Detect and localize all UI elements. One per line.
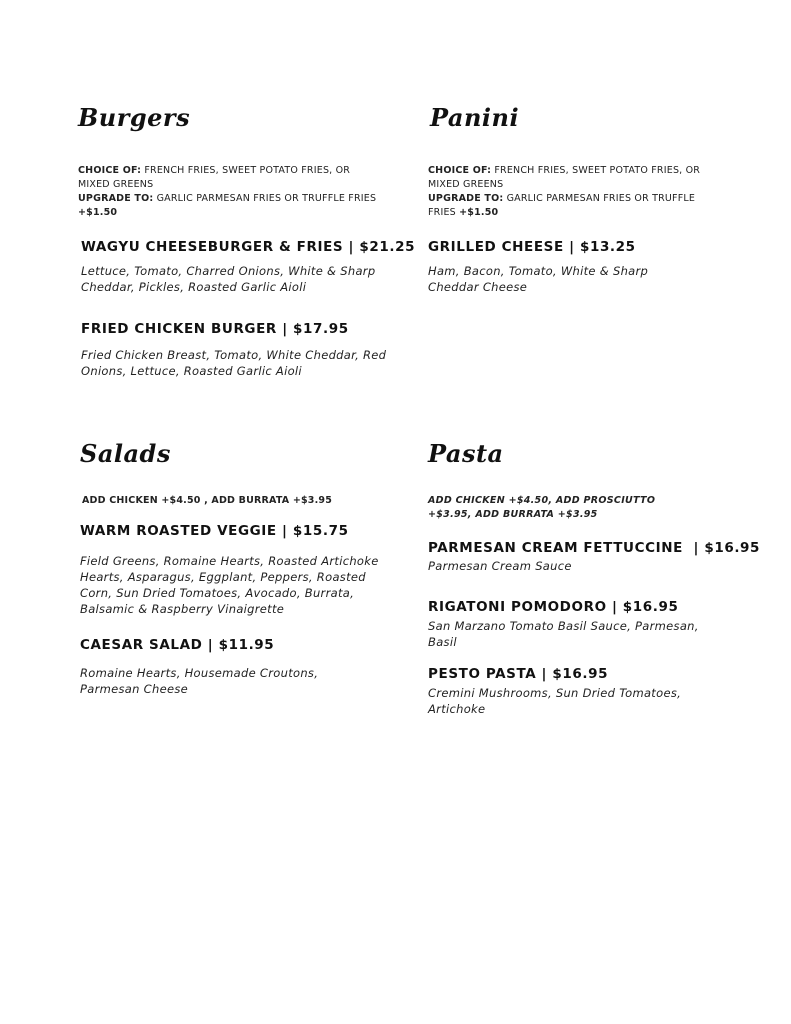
panini-choice-label: CHOICE OF: <box>428 165 492 176</box>
panini-choice-text: FRENCH FRIES, SWEET POTATO FRIES, OR MIXED GREENS <box>428 165 701 190</box>
menu-item-description: Ham, Bacon, Tomato, White & Sharp Cheddar Cheese <box>428 264 649 294</box>
menu-item-name: WAGYU CHEESEBURGER & FRIES | $21.25 <box>81 239 416 255</box>
salads-addons: ADD CHICKEN +$4.50 , ADD BURRATA +$3.95 <box>82 495 333 506</box>
menu-item-name: PESTO PASTA | $16.95 <box>428 666 609 682</box>
menu-item-description: Parmesan Cream Sauce <box>428 559 572 573</box>
panini-upgrade-price: +$1.50 <box>459 207 499 218</box>
menu-item-description: Lettuce, Tomato, Charred Onions, White & Sharp Cheddar, Pickles, Roasted Garlic Aioli <box>81 264 376 294</box>
panini-heading: Panini <box>430 103 520 132</box>
panini-upgrade-text: GARLIC PARMESAN FRIES OR TRUFFLE FRIES <box>428 193 696 218</box>
menu-item-name: RIGATONI POMODORO | $16.95 <box>428 599 679 615</box>
menu-item-name: CAESAR SALAD | $11.95 <box>80 637 275 653</box>
menu-item-name: FRIED CHICKEN BURGER | $17.95 <box>81 321 349 337</box>
panini-upgrade-label: UPGRADE TO: <box>428 193 504 204</box>
panini-sides-note <box>428 164 713 220</box>
menu-item-name: GRILLED CHEESE | $13.25 <box>428 239 636 255</box>
burgers-choice-label: CHOICE OF: <box>78 165 142 176</box>
menu-item-description: Cremini Mushrooms, Sun Dried Tomatoes, Artichoke <box>428 686 682 716</box>
menu-item-description: San Marzano Tomato Basil Sauce, Parmesan, Basil <box>428 619 699 649</box>
burgers-upgrade-label: UPGRADE TO: <box>78 193 154 204</box>
burgers-heading: Burgers <box>78 103 191 132</box>
menu-item-name: WARM ROASTED VEGGIE | $15.75 <box>80 523 349 539</box>
pasta-addons: ADD CHICKEN +$4.50, ADD PROSCIUTTO +$3.95, ADD BURRATA +$3.95 <box>428 495 656 520</box>
burgers-choice-text: FRENCH FRIES, SWEET POTATO FRIES, OR MIXED GREENS <box>78 165 351 190</box>
burgers-section <box>78 0 416 400</box>
burgers-upgrade-price: +$1.50 <box>78 207 118 218</box>
menu-item-description: Fried Chicken Breast, Tomato, White Cheddar, Red Onions, Lettuce, Roasted Garlic Aioli <box>81 348 387 378</box>
burgers-sides-note <box>78 164 378 220</box>
panini-section <box>428 0 748 400</box>
pasta-section <box>428 400 768 720</box>
burgers-upgrade-text: GARLIC PARMESAN FRIES OR TRUFFLE FRIES <box>153 193 377 204</box>
pasta-heading: Pasta <box>428 439 504 468</box>
salads-heading: Salads <box>80 439 171 468</box>
menu-item-name: PARMESAN CREAM FETTUCCINE | $16.95 <box>428 540 761 556</box>
menu-item-description: Romaine Hearts, Housemade Croutons, Parmesan Cheese <box>80 666 319 696</box>
menu-item-description: Field Greens, Romaine Hearts, Roasted Artichoke Hearts, Asparagus, Eggplant, Peppers, Roasted Corn, Sun Dried Tomatoes, Avocado, Burrata, Balsamic & Raspberry Vinaigrette <box>80 554 379 616</box>
salads-section <box>80 400 410 720</box>
